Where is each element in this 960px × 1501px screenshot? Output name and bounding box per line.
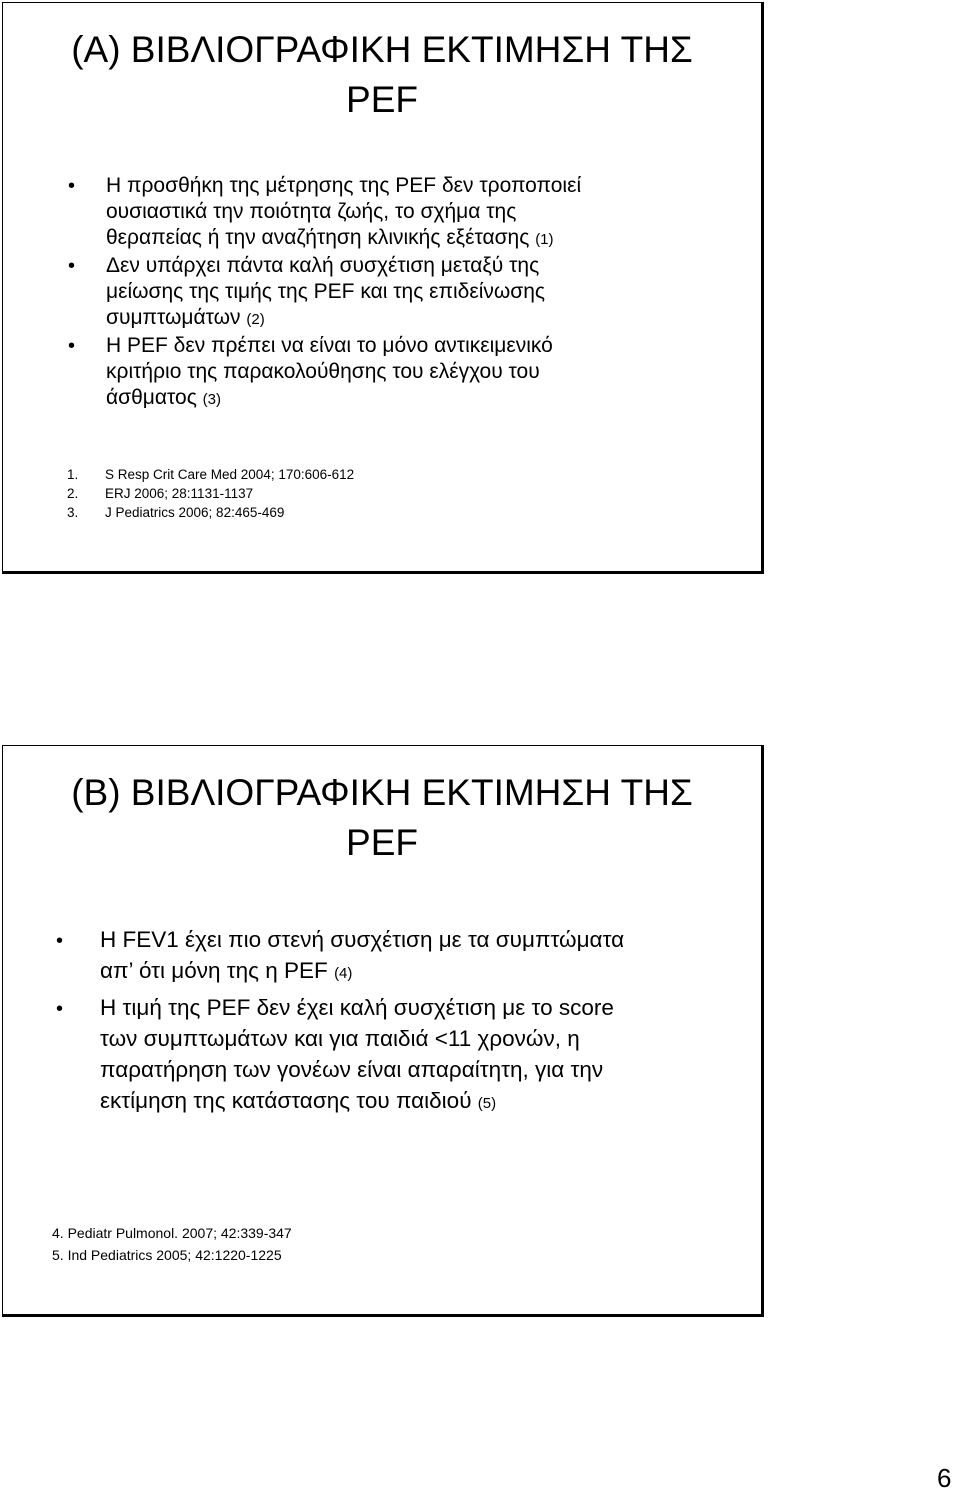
page-number: 6 — [937, 1463, 952, 1493]
reference-number: 3. — [67, 505, 79, 520]
bullet-item — [56, 992, 740, 1119]
bullet-line: άσθματος — [106, 386, 197, 409]
bullet-icon: • — [68, 175, 76, 197]
bullet-line: Η τιμή της PEF δεν έχει καλή συσχέτιση με το score — [100, 995, 614, 1020]
bullet-icon: • — [68, 255, 76, 277]
reference-text: S Resp Crit Care Med 2004; 170:606-612 — [105, 467, 355, 482]
reference-item: 4. Pediatr Pulmonol. 2007; 42:339-347 — [52, 1225, 292, 1241]
bullet-line: των συμπτωμάτων και για παιδιά <11 χρονών, η — [100, 1026, 580, 1051]
bullet-item — [68, 253, 706, 333]
citation-marker: (5) — [477, 1095, 497, 1112]
bullet-icon: • — [68, 335, 76, 357]
bullet-line: παρατήρηση των γονέων είναι απαραίτητη, για την — [100, 1057, 604, 1082]
bullet-line: Η προσθήκη της μέτρησης της PEF δεν τροποποιεί — [106, 174, 582, 197]
reference-number: 1. — [67, 467, 79, 482]
bullet-item — [68, 333, 706, 413]
slide-a-reference-list — [67, 465, 354, 522]
slide-b-title-line1: (Β) ΒΙΒΛΙΟΓΡΑΦΙΚΗ ΕΚΤΙΜΗΣΗ ΤΗΣ — [71, 772, 693, 813]
slide-b-reference-list — [52, 1222, 292, 1266]
citation-marker: (2) — [246, 311, 265, 328]
slide-b-title-line2: PEF — [346, 822, 418, 863]
bullet-line: απ’ ότι μόνη της η PEF — [100, 958, 328, 983]
bullet-item — [56, 924, 740, 989]
bullet-icon: • — [56, 930, 64, 952]
citation-marker: (1) — [535, 231, 554, 248]
slide-b-bullet-list — [56, 924, 740, 1122]
bullet-line: εκτίμηση της κατάστασης του παιδιού — [100, 1088, 472, 1113]
bullet-line: θεραπείας ή την αναζήτηση κλινικής εξέτασης — [106, 226, 530, 249]
bullet-line: μείωσης της τιμής της PEF και της επιδείνωσης — [106, 280, 546, 303]
bullet-line: ουσιαστικά την ποιότητα ζωής, το σχήμα της — [106, 200, 517, 223]
bullet-item — [68, 173, 706, 253]
reference-item: 5. Ind Pediatrics 2005; 42:1220-1225 — [52, 1247, 282, 1263]
reference-text: J Pediatrics 2006; 82:465-469 — [105, 505, 285, 520]
slide-b — [2, 745, 764, 1317]
slide-a-bullet-list — [68, 173, 706, 413]
slide-b-title — [3, 768, 761, 868]
bullet-icon: • — [56, 998, 64, 1020]
slide-a — [2, 2, 764, 574]
reference-text: ERJ 2006; 28:1131-1137 — [105, 486, 254, 501]
citation-marker: (4) — [334, 965, 353, 982]
bullet-line: Η FEV1 έχει πιο στενή συσχέτιση με τα συμπτώματα — [100, 927, 625, 952]
bullet-line: συμπτωμάτων — [106, 306, 241, 329]
reference-item — [67, 484, 354, 503]
bullet-line: Δεν υπάρχει πάντα καλή συσχέτιση μεταξύ της — [106, 254, 540, 277]
reference-item — [67, 465, 354, 484]
reference-item — [67, 503, 354, 522]
bullet-line: κριτήριο της παρακολούθησης του ελέγχου του — [106, 360, 540, 383]
citation-marker: (3) — [202, 391, 222, 408]
bullet-line: Η PEF δεν πρέπει να είναι το μόνο αντικειμενικό — [106, 334, 553, 357]
slide-a-title-line2: PEF — [346, 79, 418, 120]
slide-a-title — [3, 25, 761, 125]
slide-a-title-line1: (Α) ΒΙΒΛΙΟΓΡΑΦΙΚΗ ΕΚΤΙΜΗΣΗ ΤΗΣ — [71, 29, 693, 70]
reference-number: 2. — [67, 486, 79, 501]
